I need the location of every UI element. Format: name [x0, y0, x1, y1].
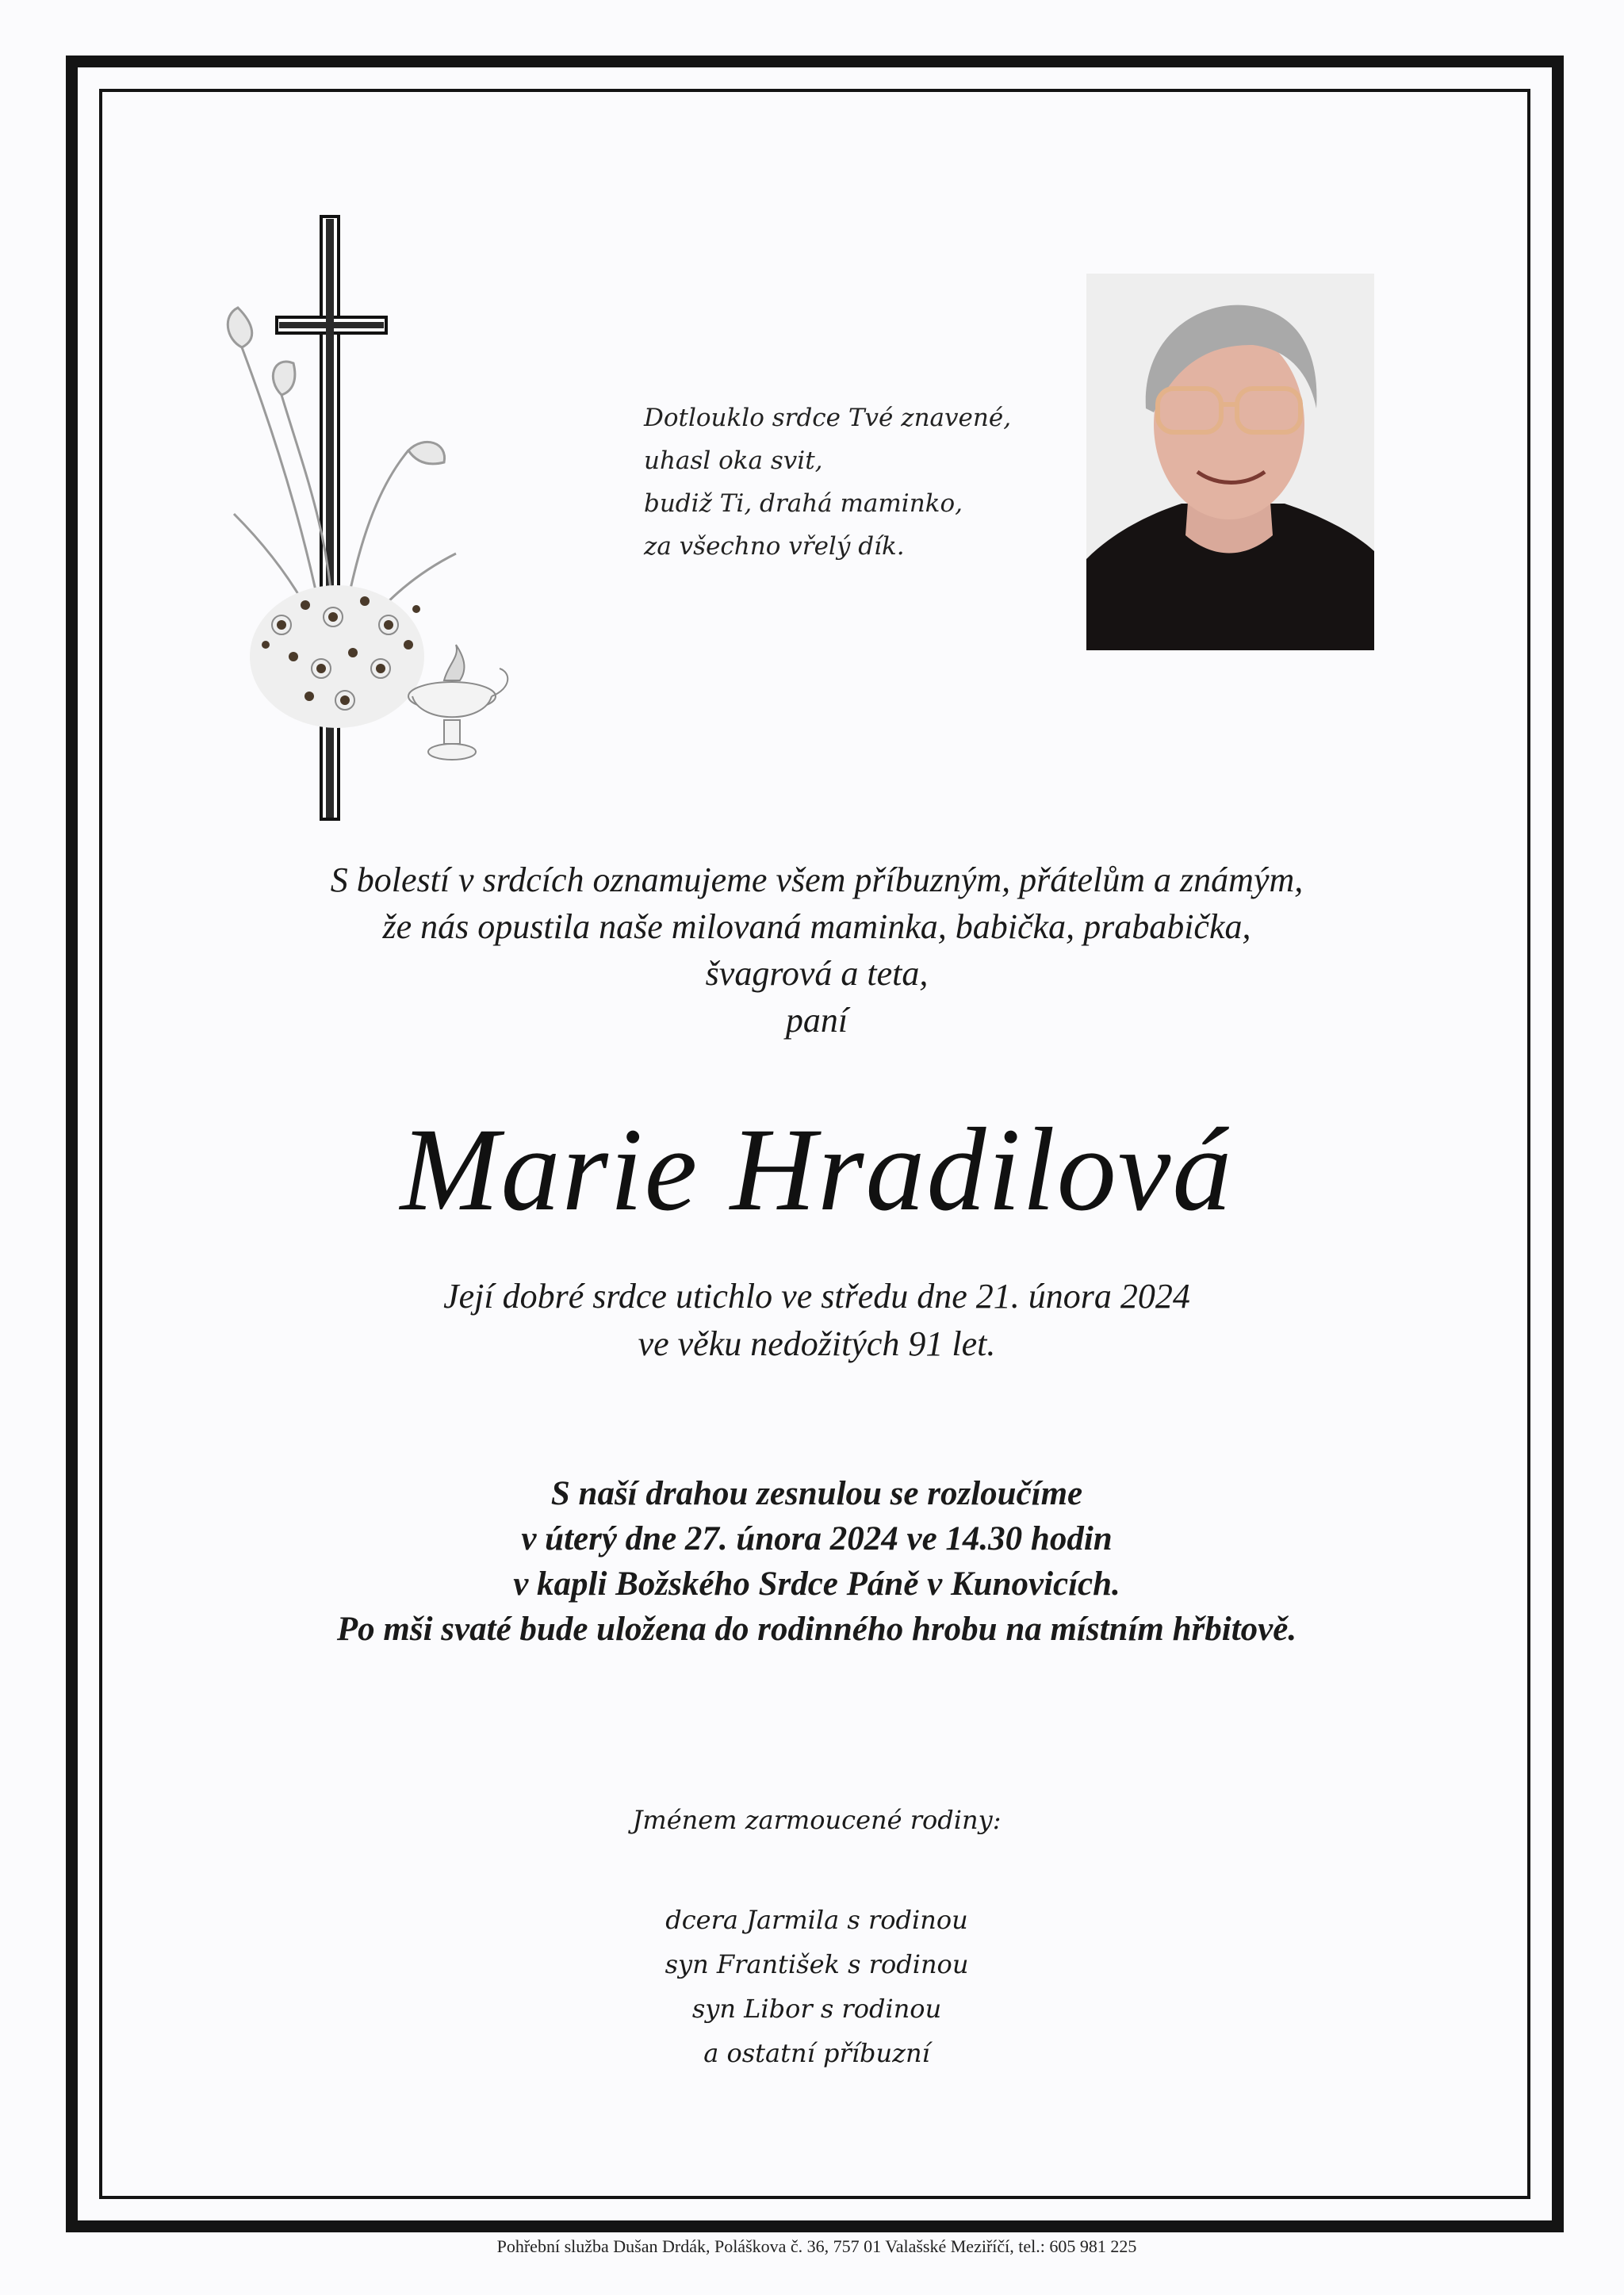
family-member: syn Libor s rodinou	[691, 1994, 942, 2024]
announcement-line: paní	[785, 1001, 848, 1040]
funeral-line: Po mši svaté bude uložena do rodinného hrobu na místním hřbitově.	[336, 1611, 1297, 1648]
funeral-line: v úterý dne 27. února 2024 ve 14.30 hodin	[521, 1520, 1113, 1557]
announcement	[143, 856, 1491, 1044]
funeral-service-footer: Pohřební služba Dušan Drdák, Poláškova č. 36, 757 01 Valašské Meziříčí, tel.: 605 981 225	[496, 2236, 1137, 2256]
family-heading: Jménem zarmoucené rodiny:	[632, 1805, 1002, 1835]
poem-line: za všechno vřelý dík.	[644, 532, 905, 561]
funeral-line: S naší drahou zesnulou se rozloučíme	[550, 1475, 1083, 1512]
deceased-name: Marie Hradilová	[400, 1104, 1234, 1236]
funeral-line: v kapli Božského Srdce Páně v Kunovicích.	[513, 1565, 1120, 1603]
announcement-line: švagrová a teta,	[705, 954, 929, 993]
poem-line: Dotlouklo srdce Tvé znavené,	[644, 404, 1012, 432]
portrait-icon	[1086, 274, 1374, 650]
family-member: a ostatní příbuzní	[703, 2038, 930, 2068]
death-notice-line: ve věku nedožitých 91 let.	[638, 1324, 996, 1363]
death-notice	[143, 1273, 1491, 1368]
death-notice-line: Její dobré srdce utichlo ve středu dne 21. února 2024	[443, 1277, 1190, 1316]
poem	[644, 397, 1056, 568]
announcement-line: že nás opustila naše milovaná maminka, babička, prababička,	[382, 907, 1251, 946]
poem-line: budiž Ti, drahá maminko,	[644, 489, 963, 518]
cross-flowers-ornament	[218, 213, 519, 823]
funeral-details	[143, 1471, 1491, 1652]
flower-cluster-icon	[250, 585, 424, 728]
poem-line: uhasl oka svit,	[644, 446, 823, 475]
family-member: dcera Jarmila s rodinou	[665, 1905, 968, 1935]
family-member: syn František s rodinou	[665, 1949, 969, 1979]
announcement-line: S bolestí v srdcích oznamujeme všem příbuzným, přátelům a známým,	[330, 860, 1304, 899]
portrait-photo	[1086, 274, 1374, 650]
family-list	[143, 1898, 1491, 2075]
